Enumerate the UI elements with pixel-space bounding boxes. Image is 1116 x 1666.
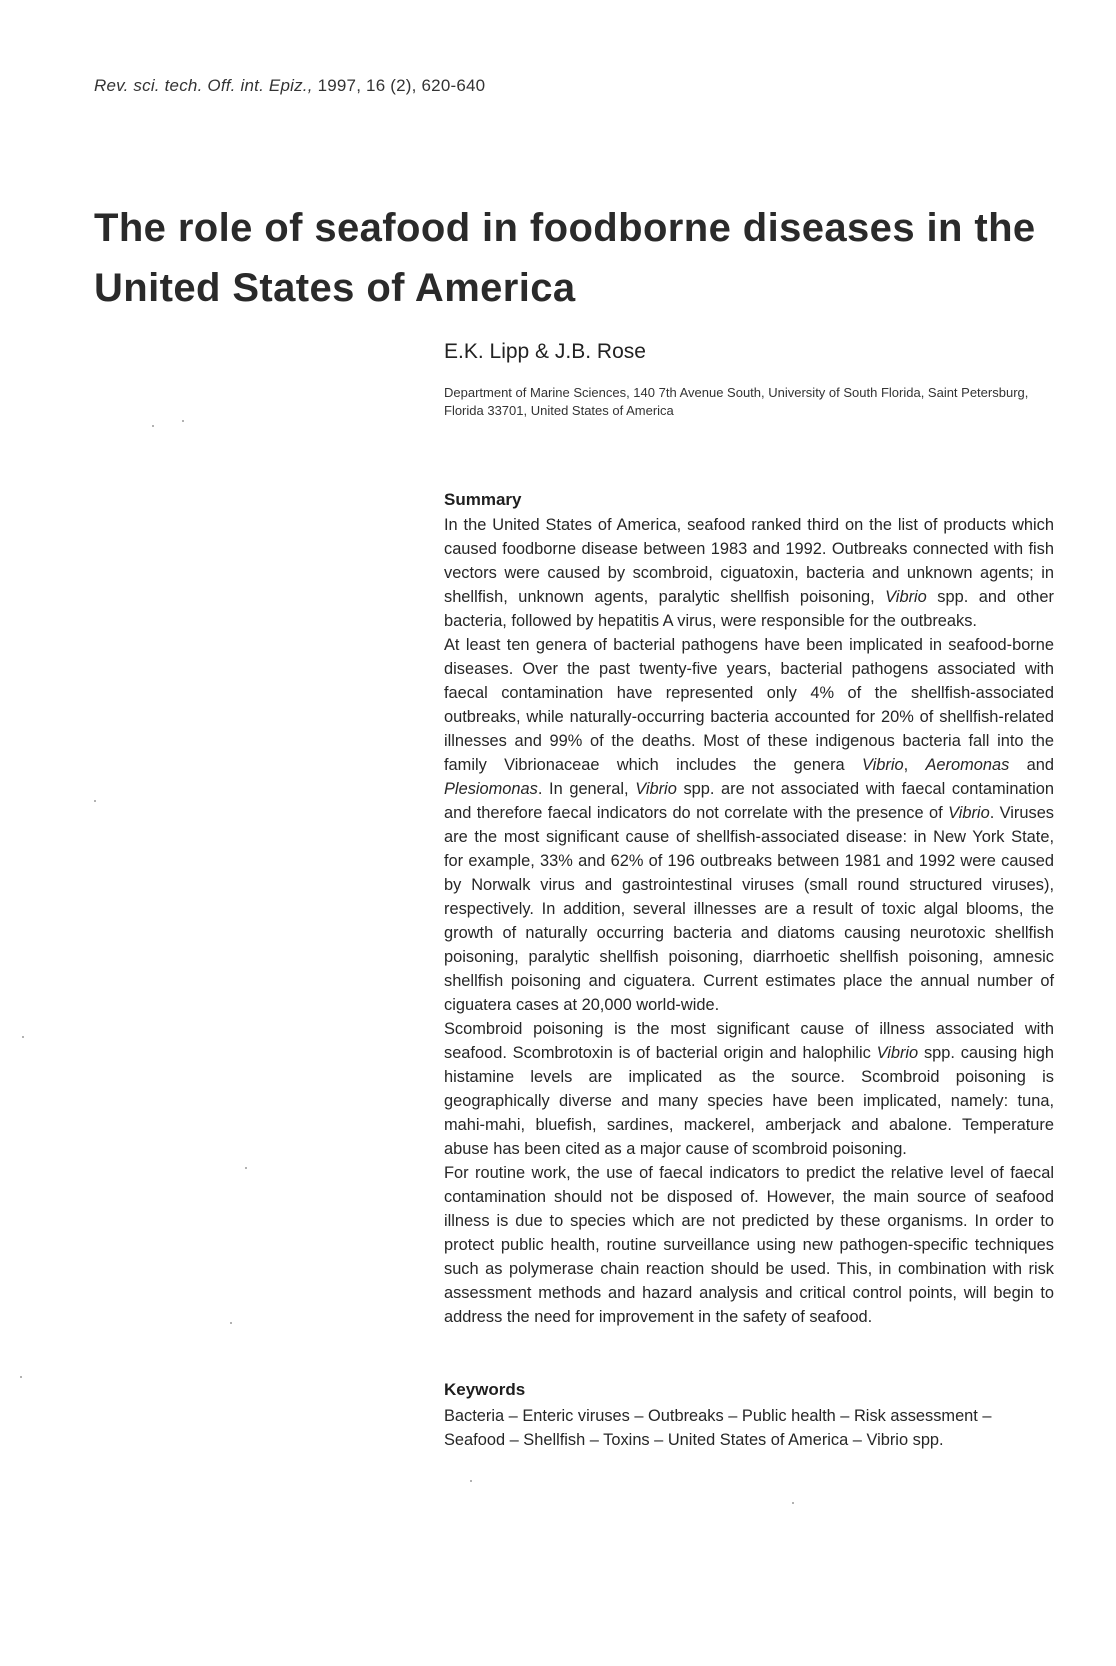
italic-run: Vibrio — [948, 804, 990, 822]
italic-run: Aeromonas — [925, 756, 1010, 774]
summary-paragraph-4: For routine work, the use of faecal indicators to predict the relative level of faecal contamination should not be disposed of. However, the main source of seafood illness is due to species which are not predicted by these organisms. In order to protect public health, routine surveillance using new pathogen-specific techniques such as polymerase chain reaction should be used. This, in combination with risk assessment methods and hazard analysis and critical control points, will begin to address the need for improvement in the safety of seafood. — [444, 1164, 1054, 1326]
text-run: In the United States of America, seafood ranked third on the list of products which caused foodborne disease between 1983 and 1992. Outbreaks connected with fish vectors were caused by scombroid, ciguatoxin, bacteria and unknown agents; in shellfish, unknown agents, paralytic shellfish poisoning, — [444, 516, 1054, 606]
italic-run: Vibrio — [862, 756, 904, 774]
summary-body — [444, 513, 1054, 1329]
text-run: Scombroid poisoning is the most significant cause of illness associated with seafood. Scombrotoxin is of bacterial origin and halophilic — [444, 1020, 1054, 1062]
italic-run: Plesiomonas — [444, 780, 538, 798]
keywords-heading: Keywords — [444, 1380, 526, 1399]
text-run: spp. are not associated with faecal contamination and therefore faecal indicators do not correlate with the presence of — [444, 780, 1054, 822]
summary-paragraph-2 — [444, 633, 1054, 1017]
italic-run: Vibrio — [885, 588, 927, 606]
authors: E.K. Lipp & J.B. Rose — [444, 340, 646, 363]
text-run: spp. and other bacteria, followed by hepatitis A virus, were responsible for the outbreaks. — [444, 588, 1054, 630]
summary-paragraph-1 — [444, 513, 1054, 633]
affiliation: Department of Marine Sciences, 140 7th Avenue South, University of South Florida, Saint Petersburg, Florida 33701, United States of America — [444, 385, 1029, 418]
text-run: and — [1009, 756, 1055, 774]
scan-speck — [20, 1376, 22, 1378]
scan-speck — [792, 1502, 794, 1504]
scan-speck — [245, 1167, 247, 1169]
scan-speck — [22, 1036, 24, 1038]
journal-citation — [94, 76, 485, 96]
text-run: At least ten genera of bacterial pathogens have been implicated in seafood-borne diseases. Over the past twenty-five years, bacterial pathogens associated with faecal contamination have represented only 4% of the shellfish-associated outbreaks, while naturally-occurring bacteria accounted for 20% of shellfish-related illnesses and 99% of the deaths. Most of these indigenous bacteria fall into the family Vibrionaceae which includes the genera — [444, 636, 1054, 774]
text-run: , — [903, 756, 926, 774]
text-run: . In general, — [537, 780, 636, 798]
scan-speck — [152, 425, 154, 427]
scan-speck — [230, 1322, 232, 1324]
scan-speck — [182, 420, 184, 422]
scan-speck — [94, 800, 96, 802]
summary-paragraph-3 — [444, 1017, 1054, 1161]
summary-heading: Summary — [444, 490, 522, 509]
journal-name: Rev. sci. tech. Off. int. Epiz., — [94, 76, 313, 95]
text-run: spp. causing high histamine levels are implicated as the source. Scombroid poisoning is geographically diverse and many species have been implicated, namely: tuna, mahi-mahi, bluefish, sardines, mackerel, amberjack and abalone. Temperature abuse has been cited as a major cause of scombroid poisoning. — [444, 1044, 1054, 1158]
citation-details: 1997, 16 (2), 620-640 — [317, 76, 486, 95]
text-run: . Viruses are the most significant cause of shellfish-associated disease: in New York State, for example, 33% and 62% of 196 outbreaks between 1981 and 1992 were caused by Norwalk virus and gastrointestinal viruses (small round structured viruses), respectively. In addition, several illnesses are a result of toxic algal blooms, the growth of naturally occurring bacteria and diatoms causing neurotoxic shellfish poisoning, paralytic shellfish poisoning, diarrhoetic shellfish poisoning, amnesic shellfish poisoning and ciguatera. Current estimates place the annual number of ciguatera cases at 20,000 world-wide. — [444, 804, 1055, 1014]
italic-run: Vibrio — [876, 1044, 919, 1062]
scan-speck — [470, 1480, 472, 1482]
keywords-list: Bacteria – Enteric viruses – Outbreaks – Public health – Risk assessment – Seafood – Shellfish – Toxins – United States of America – Vibrio spp. — [444, 1407, 992, 1449]
italic-run: Vibrio — [635, 780, 677, 798]
paper-title: The role of seafood in foodborne diseases in the United States of America — [94, 206, 1036, 310]
